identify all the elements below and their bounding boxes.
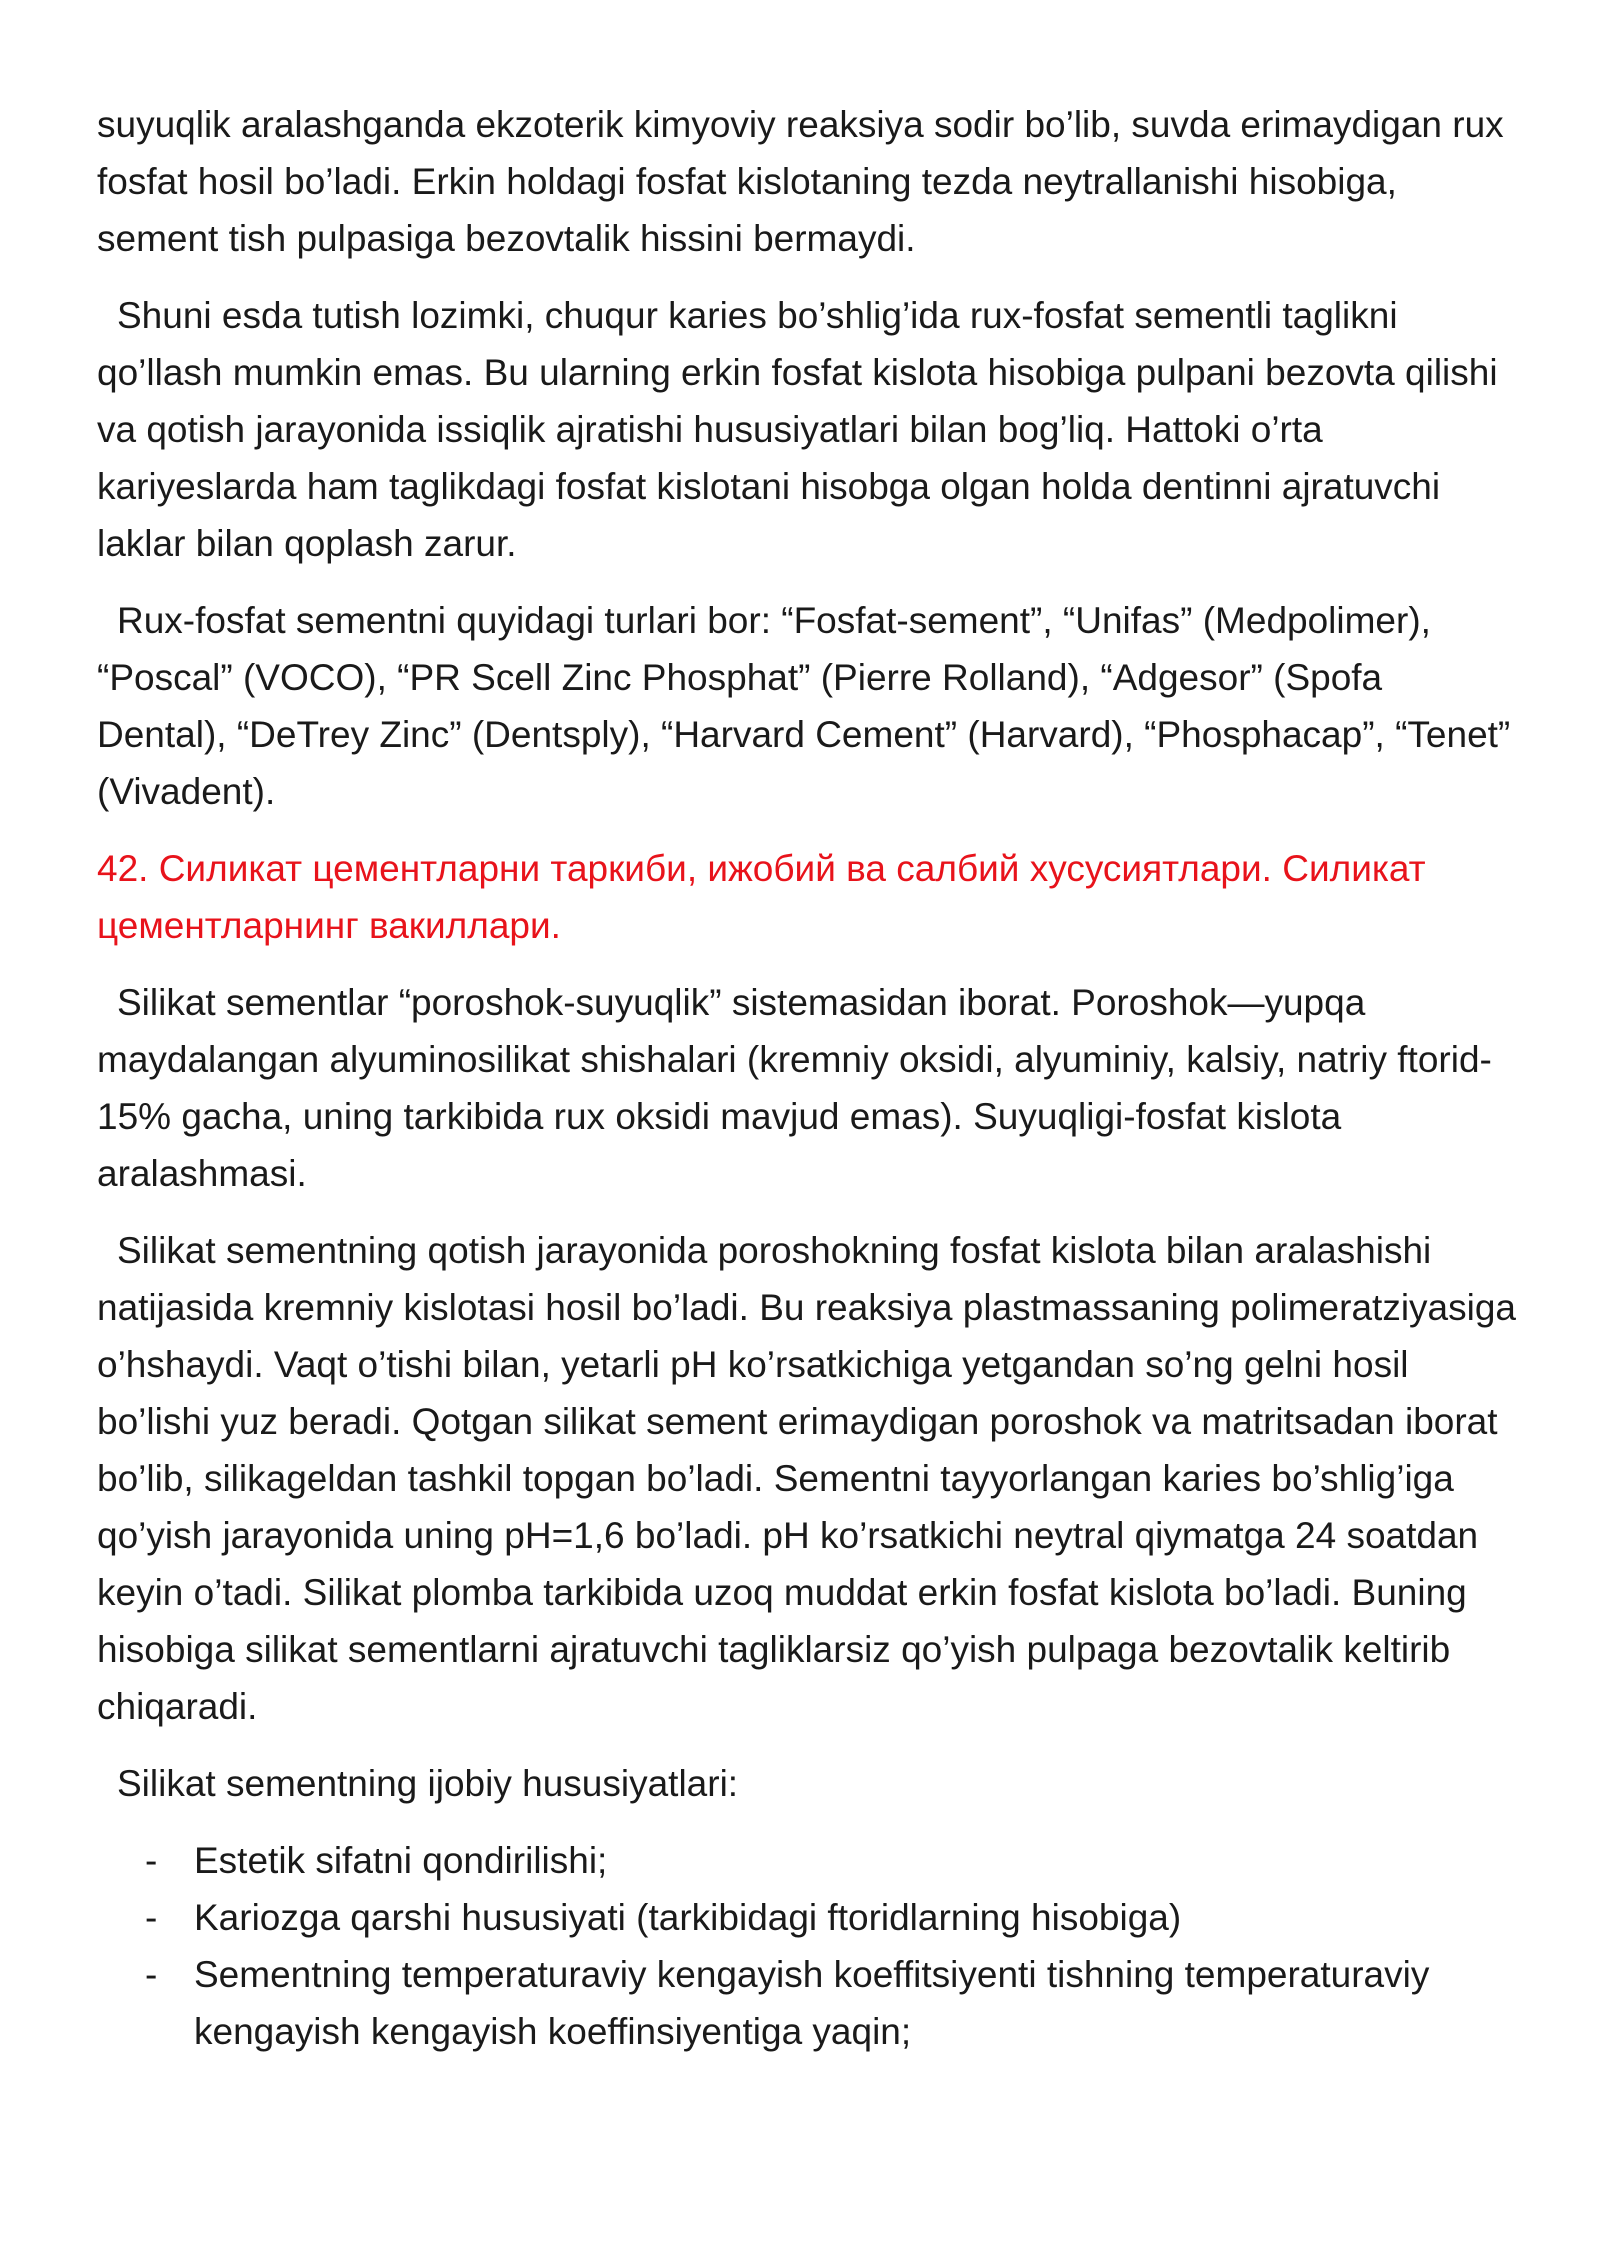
list-bullet: - (145, 1954, 158, 1995)
paragraph-silicate-composition: Silikat sementlar “poroshok-suyuqlik” sistemasidan iborat. Poroshok—yupqa maydalangan alyuminosilikat shishalari (kremniy oksidi, alyuminiy, kalsiy, natriy ftorid-15% gacha, uning tarkibida rux oksidi mavjud emas). Suyuqligi-fosfat kislota aralashmasi. (97, 982, 1492, 1194)
paragraph-zinc-phosphate-reaction: suyuqlik aralashganda ekzoterik kimyoviy reaksiya sodir bo’lib, suvda erimaydigan rux fosfat hosil bo’ladi. Erkin holdagi fosfat kislotaning tezda neytrallanishi hisobiga, sement tish pulpasiga bezovtalik hissini bermaydi. (97, 104, 1504, 259)
paragraph-zinc-phosphate-brands: Rux-fosfat sementni quyidagi turlari bor: “Fosfat-sement”, “Unifas” (Medpolimer), “Poscal” (VOCO), “PR Scell Zinc Phosphat” (Pierre Rolland), “Adgesor” (Spofa Dental), “DeTrey Zinc” (Dentsply), “Harvard Cement” (Harvard), “Phosphacap”, “Tenet” (Vivadent). (97, 600, 1511, 812)
paragraph-silicate-setting: Silikat sementning qotish jarayonida poroshokning fosfat kislota bilan aralashishi natijasida kremniy kislotasi hosil bo’ladi. Bu reaksiya plastmassaning polimeratziyasiga o’hshaydi. Vaqt o’tishi bilan, yetarli pH ko’rsatkichiga yetgandan so’ng gelni hosil bo’lishi yuz beradi. Qotgan silikat sement erimaydigan poroshok va matritsadan iborat bo’lib, silikageldan tashkil topgan bo’ladi. Sementni tayyorlangan karies bo’shlig’iga qo’yish jarayonida uning pH=1,6 bo’ladi. pH ko’rsatkichi neytral qiymatga 24 soatdan keyin o’tadi. Silikat plomba tarkibida uzoq muddat erkin fosfat kislota bo’ladi. Buning hisobiga silikat sementlarni ajratuvchi tagliklarsiz qo’yish pulpaga bezovtalik keltirib chiqaradi. (97, 1230, 1516, 1727)
list-item (97, 1946, 1517, 2060)
list-item (97, 1832, 1517, 1889)
list-item (97, 1889, 1517, 1946)
list-bullet: - (145, 1840, 158, 1881)
paragraph-positive-properties-intro: Silikat sementning ijobiy hususiyatlari: (117, 1763, 739, 1804)
section-heading-42: 42. Силикат цементларни таркиби, ижобий ва салбий хусусиятлари. Силикат цементларнинг вакиллари. (97, 848, 1426, 946)
positive-properties-list (97, 1832, 1517, 2060)
list-bullet: - (145, 1897, 158, 1938)
list-item-text: Kariozga qarshi hususiyati (tarkibidagi ftoridlarning hisobiga) (194, 1897, 1182, 1938)
list-item-text: Estetik sifatni qondirilishi; (194, 1840, 608, 1881)
document-page (97, 96, 1517, 2060)
paragraph-deep-caries-warning: Shuni esda tutish lozimki, chuqur karies bo’shlig’ida rux-fosfat sementli taglikni qo’llash mumkin emas. Bu ularning erkin fosfat kislota hisobiga pulpani bezovta qilishi va qotish jarayonida issiqlik ajratishi hususiyatlari bilan bog’liq. Hattoki o’rta kariyeslarda ham taglikdagi fosfat kislotani hisobga olgan holda dentinni ajratuvchi laklar bilan qoplash zarur. (97, 295, 1498, 564)
list-item-text: Sementning temperaturaviy kengayish koeffitsiyenti tishning temperaturaviy kengayish kengayish koeffinsiyentiga yaqin; (194, 1954, 1430, 2052)
